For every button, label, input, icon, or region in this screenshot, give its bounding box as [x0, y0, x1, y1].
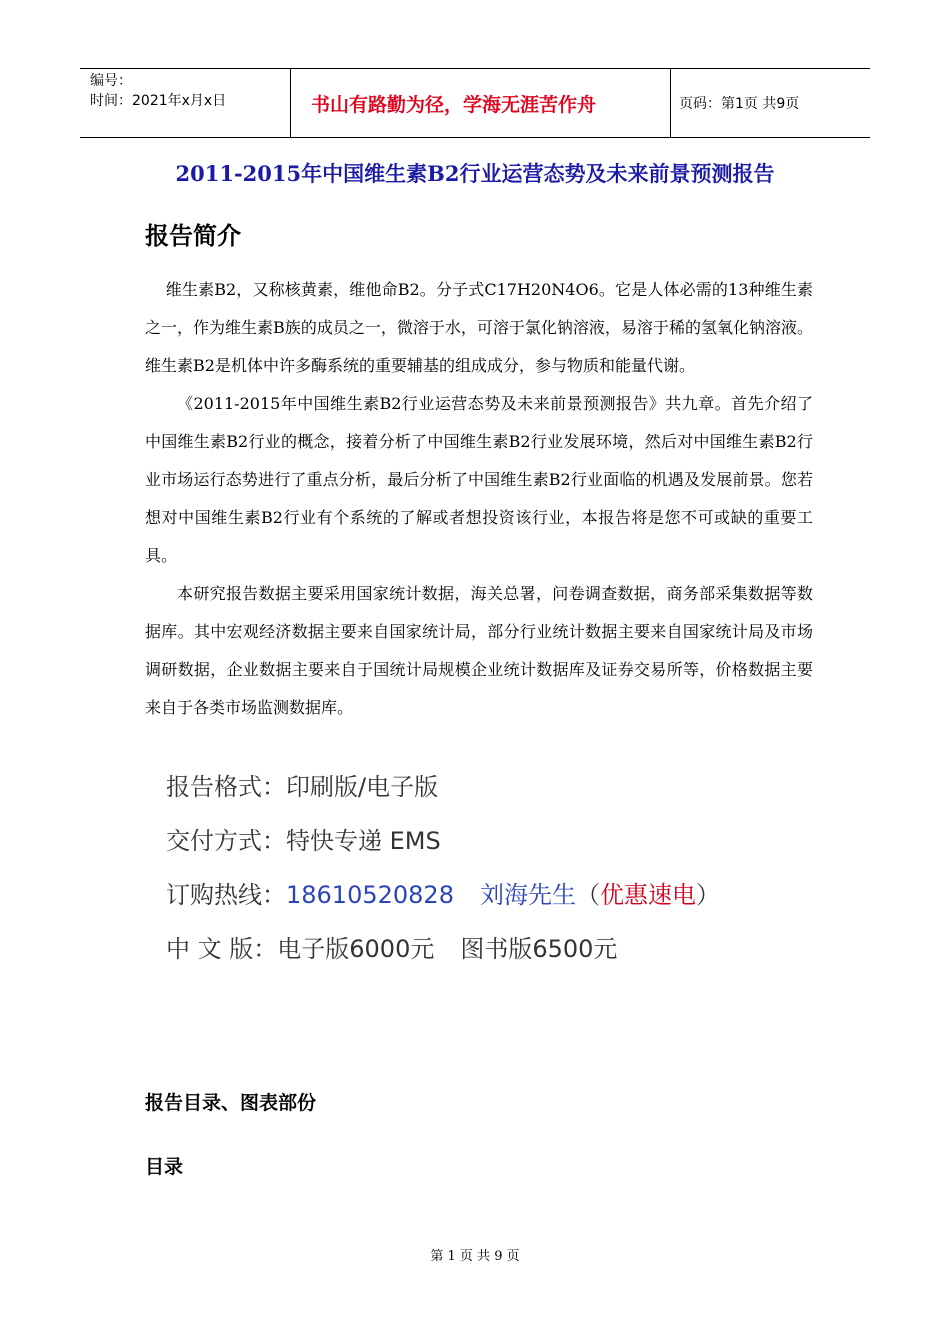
code-label: 编号：: [90, 73, 132, 89]
delivery-label: 交付方式：: [166, 827, 286, 855]
intro-body: [145, 271, 813, 727]
hotline-contact: 刘海先生: [479, 881, 576, 909]
paragraph: 维生素B2，又称核黄素，维他命B2。分子式C17H20N4O6。它是人体必需的13种维生素之一，作为维生素B族的成员之一，微溶于水，可溶于氯化钠溶液，易溶于稀的氢氧化钠溶液。维生素B2是机体中许多酶系统的重要辅基的组成成分，参与物质和能量代谢。: [145, 280, 813, 375]
price-label: 中 文 版：: [166, 935, 278, 963]
report-title: 2011-2015年中国维生素B2行业运营态势及未来前景预测报告: [175, 161, 775, 186]
format-row: [166, 765, 720, 819]
delivery-value: 特快专递 EMS: [286, 827, 441, 855]
date-label: 时间：2021年x月x日: [90, 93, 227, 109]
hotline-row: [166, 873, 720, 927]
header-page-info: 页码：第1页 共9页: [679, 96, 800, 112]
price-book: 图书版6500元: [460, 935, 618, 963]
price-electronic: 电子版6000元: [277, 935, 435, 963]
toc-heading: 报告目录、图表部份: [145, 1092, 317, 1114]
hotline-note: 优惠速电: [599, 881, 696, 909]
price-row: [166, 927, 720, 981]
header-meta: [80, 69, 291, 137]
hotline-label: 订购热线：: [166, 881, 286, 909]
format-value: 印刷版/电子版: [286, 773, 439, 801]
contents-heading: 目录: [145, 1156, 184, 1178]
page-footer: 第 1 页 共 9 页: [430, 1249, 520, 1264]
paragraph: 本研究报告数据主要采用国家统计数据，海关总署，问卷调查数据，商务部采集数据等数据库。其中宏观经济数据主要来自国家统计局，部分行业统计数据主要来自国家统计局及市场调研数据，企业数据主要来自于国统计局规模企业统计数据库及证券交易所等，价格数据主要来自于各类市场监测数据库。: [145, 584, 813, 717]
delivery-row: [166, 819, 720, 873]
intro-heading: 报告简介: [145, 222, 241, 250]
header-table: [80, 68, 870, 138]
format-label: 报告格式：: [166, 773, 286, 801]
paragraph: 《2011-2015年中国维生素B2行业运营态势及未来前景预测报告》共九章。首先介绍了中国维生素B2行业的概念，接着分析了中国维生素B2行业发展环境，然后对中国维生素B2行业市场运行态势进行了重点分析，最后分析了中国维生素B2行业面临的机遇及发展前景。您若想对中国维生素B2行业有个系统的了解或者想投资该行业，本报告将是您不可或缺的重要工具。: [145, 394, 813, 565]
order-info: [166, 765, 720, 981]
header-motto: 书山有路勤为径，学海无涯苦作舟: [291, 69, 671, 137]
note-open: （: [575, 881, 600, 909]
note-close: ）: [695, 881, 720, 909]
hotline-phone: 18610520828: [286, 881, 454, 909]
